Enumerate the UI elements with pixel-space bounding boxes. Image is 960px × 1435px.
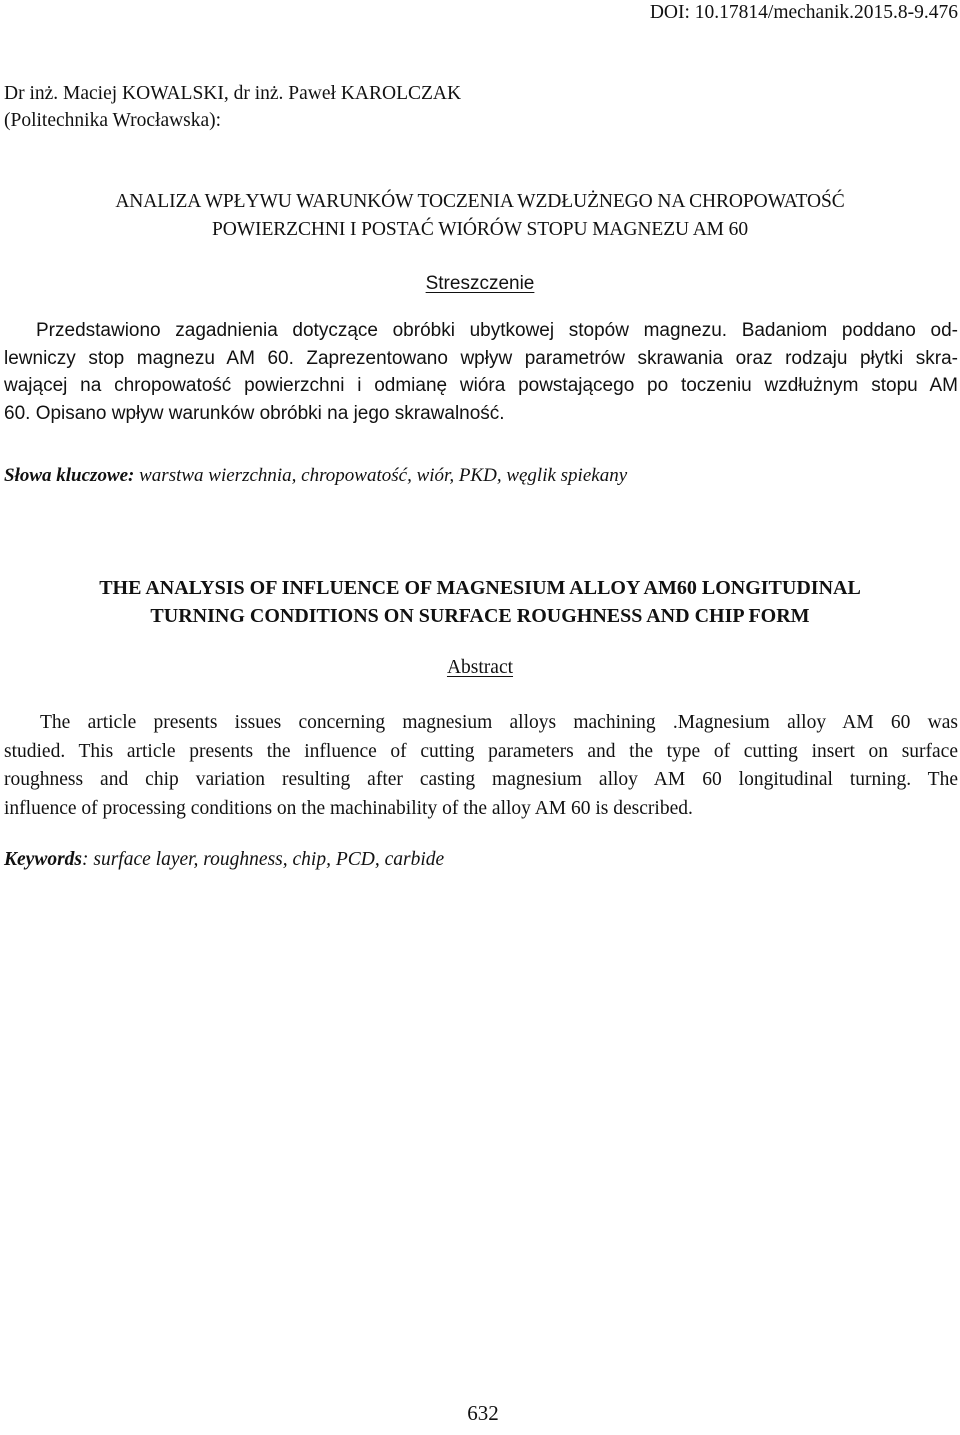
english-abstract-line: The article presents issues concerning magnesium alloys machining .Magnesium alloy AM 60 was <box>40 712 958 733</box>
english-abstract-line: studied. This article presents the influence of cutting parameters and the type of cutting insert on surface <box>4 740 958 762</box>
polish-title-line: POWIERZCHNI I POSTAĆ WIÓRÓW STOPU MAGNEZU AM 60 <box>212 219 748 240</box>
english-title-line: THE ANALYSIS OF INFLUENCE OF MAGNESIUM ALLOY AM60 LONGITUDINAL <box>99 577 861 599</box>
polish-abstract-heading: Streszczenie <box>425 273 535 294</box>
polish-keywords-values: warstwa wierzchnia, chropowatość, wiór, PKD, węglik spiekany <box>134 465 628 486</box>
author-block <box>4 80 461 134</box>
author-names: Dr inż. Maciej KOWALSKI, dr inż. Paweł KAROLCZAK <box>4 83 462 104</box>
author-affiliation: (Politechnika Wrocławska): <box>4 110 222 131</box>
doi-label: DOI: 10.17814/mechanik.2015.8-9.476 <box>649 2 958 23</box>
page-number: 632 <box>467 1401 499 1425</box>
polish-abstract-line: wającej na chropowatość powierzchni i odmianę wióra powstającego po toczeniu wzdłużnym stopu AM <box>4 375 958 396</box>
polish-keywords <box>4 464 627 488</box>
polish-title-line: ANALIZA WPŁYWU WARUNKÓW TOCZENIA WZDŁUŻNEGO NA CHROPOWATOŚĆ <box>115 191 845 212</box>
english-title <box>0 574 960 630</box>
english-abstract <box>4 709 958 823</box>
english-abstract-line: influence of processing conditions on the machinability of the alloy AM 60 is described. <box>4 797 693 819</box>
english-keywords-label: Keywords <box>4 849 82 870</box>
polish-title <box>0 188 960 244</box>
english-abstract-heading: Abstract <box>446 657 514 678</box>
english-keywords <box>4 848 444 872</box>
english-title-line: TURNING CONDITIONS ON SURFACE ROUGHNESS AND CHIP FORM <box>150 605 810 627</box>
english-abstract-line: roughness and chip variation resulting after casting magnesium alloy AM 60 longitudinal turning. The <box>4 769 958 790</box>
polish-abstract-line: lewniczy stop magnezu AM 60. Zaprezentowano wpływ parametrów skrawania oraz rodzaju płytki skra- <box>4 347 958 369</box>
polish-abstract-line: 60. Opisano wpływ warunków obróbki na jego skrawalność. <box>4 402 505 424</box>
polish-abstract-line: Przedstawiono zagadnienia dotyczące obróbki ubytkowej stopów magnezu. Badaniom poddano od- <box>36 320 958 341</box>
polish-abstract <box>4 317 958 427</box>
english-keywords-values: : surface layer, roughness, chip, PCD, carbide <box>82 849 445 870</box>
polish-keywords-label: Słowa kluczowe: <box>4 465 135 486</box>
